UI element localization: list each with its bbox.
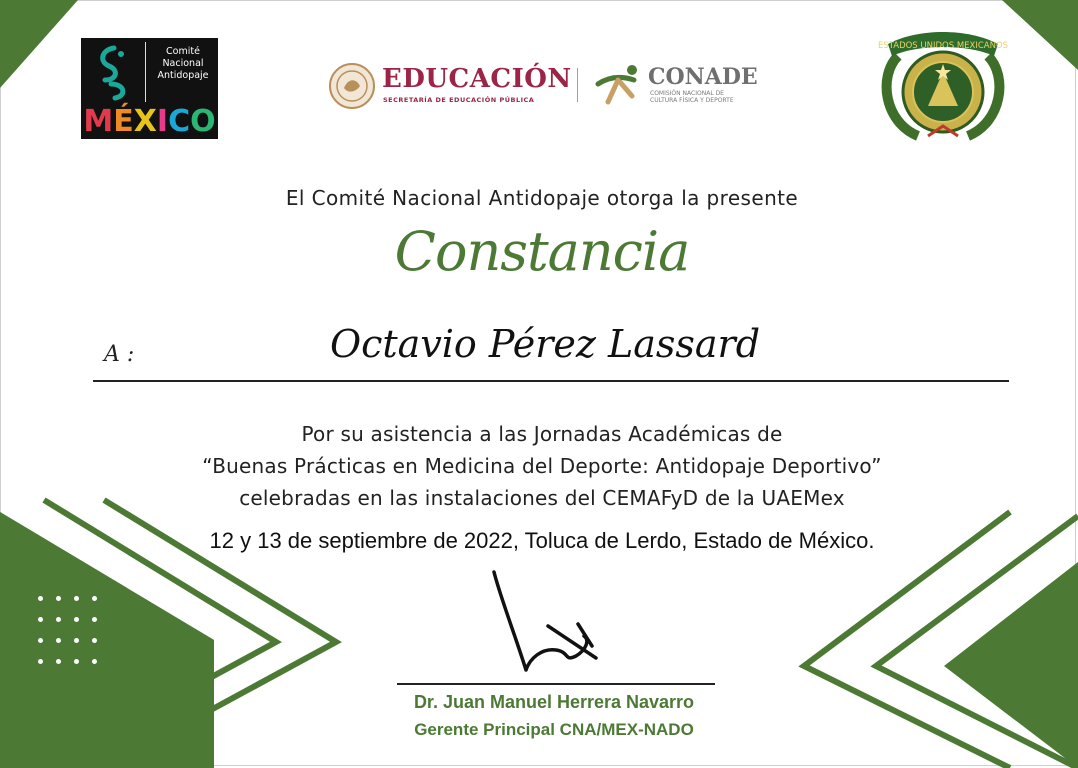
- signatory-name: Dr. Juan Manuel Herrera Navarro: [413, 692, 695, 712]
- certificate-body: [0, 418, 1078, 514]
- certificate-heading: Constancia: [394, 220, 690, 283]
- recipient-underline: [93, 380, 1009, 382]
- recipient-prefix: A :: [104, 342, 135, 367]
- top-right-corner-triangle: [1002, 0, 1078, 70]
- certificate-intro: El Comité Nacional Antidopaje otorga la presente: [285, 186, 799, 210]
- handwritten-signature: [480, 566, 620, 676]
- signature-line: [397, 683, 715, 685]
- uaem-seal-icon: [878, 26, 1008, 146]
- conade-subtitle: [650, 90, 734, 104]
- education-conade-logo: [328, 60, 768, 112]
- cna-divider: [145, 42, 146, 102]
- uaem-ring-text: ESTADOS UNIDOS MEXICANOS: [878, 41, 1008, 51]
- cna-mexico-word: MÉXICO: [83, 104, 216, 139]
- mexico-seal-icon: [328, 62, 376, 110]
- education-title: EDUCACIÓN: [382, 64, 572, 94]
- uaem-seal: [878, 26, 1008, 146]
- conade-subtitle-line1: COMISIÓN NACIONAL DE: [650, 90, 724, 97]
- cna-label-line2: Nacional: [162, 58, 204, 69]
- body-line-2: “Buenas Prácticas en Medicina del Deporte: Antidopaje Deportivo”: [202, 454, 882, 478]
- dot-grid: [38, 596, 100, 666]
- cna-label-line1: Comité: [166, 46, 200, 57]
- conade-subtitle-line2: CULTURA FÍSICA Y DEPORTE: [650, 97, 734, 104]
- education-subtitle: SECRETARÍA DE EDUCACIÓN PÚBLICA: [383, 96, 535, 104]
- signatory-title: Gerente Principal CNA/MEX-NADO: [414, 720, 694, 739]
- date-location: 12 y 13 de septiembre de 2022, Toluca de Lerdo, Estado de México.: [209, 528, 875, 553]
- cna-label: [149, 46, 217, 82]
- conade-title: CONADE: [648, 64, 758, 90]
- logo-separator: [577, 68, 578, 102]
- conade-runner-icon: [594, 62, 646, 106]
- body-line-1: Por su asistencia a las Jornadas Académicas de: [301, 422, 783, 446]
- cna-emblem-icon: [91, 44, 137, 102]
- cna-logo: [81, 38, 218, 139]
- recipient-name: Octavio Pérez Lassard: [329, 322, 761, 366]
- body-line-3: celebradas en las instalaciones del CEMAFyD de la UAEMex: [239, 486, 845, 510]
- top-left-corner-triangle: [0, 0, 78, 88]
- cna-label-line3: Antidopaje: [157, 70, 209, 81]
